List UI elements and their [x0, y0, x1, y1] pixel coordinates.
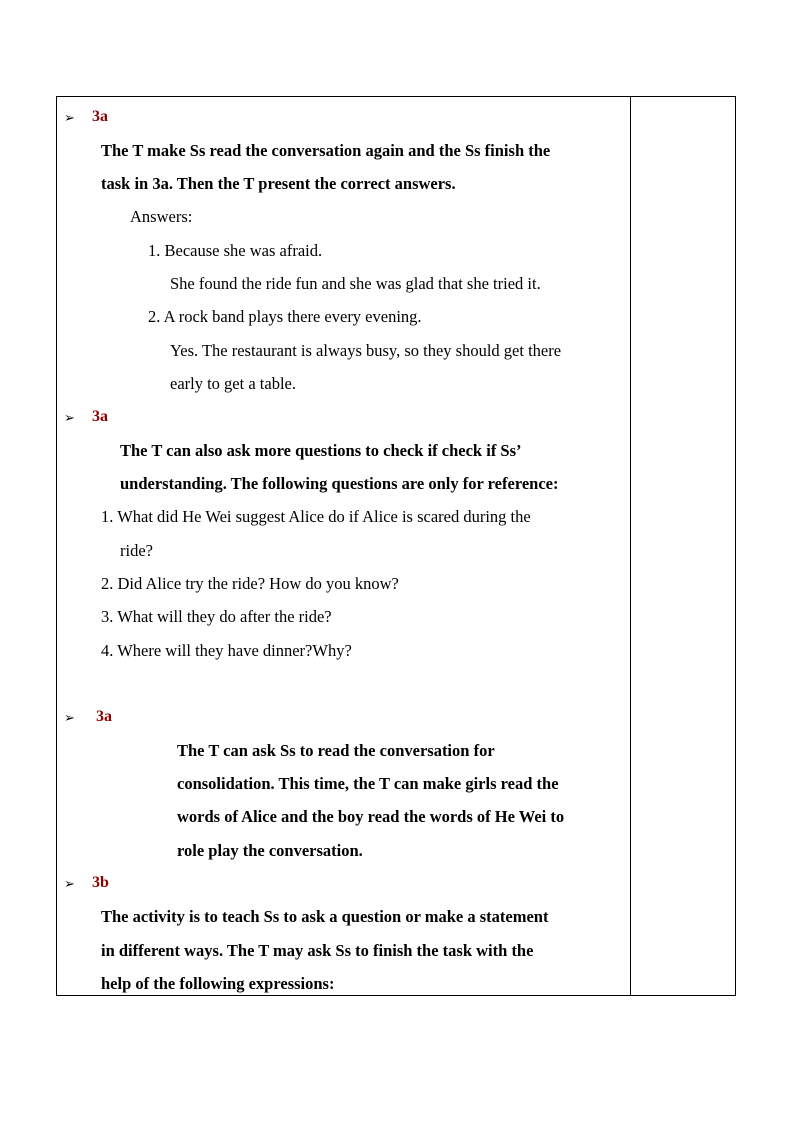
body-line: in different ways. The T may ask Ss to finish the task with the [101, 941, 534, 960]
body-line: task in 3a. Then the T present the correct answers. [101, 174, 456, 193]
body-line: understanding. The following questions are only for reference: [120, 474, 559, 493]
bullet-arrow-icon: ➢ [64, 876, 75, 891]
body-line: The T can ask Ss to read the conversation for [177, 741, 495, 760]
bullet-arrow-icon: ➢ [64, 110, 75, 125]
body-line: The T can also ask more questions to check if check if Ss’ [120, 441, 522, 460]
question-line: 4. Where will they have dinner?Why? [101, 641, 352, 660]
answer-question: 2. A rock band plays there every evening. [148, 307, 422, 326]
answers-label: Answers: [130, 207, 193, 226]
section-heading: 3a [96, 708, 112, 725]
question-line: ride? [120, 541, 153, 560]
body-line: help of the following expressions: [101, 974, 335, 993]
bullet-arrow-icon: ➢ [64, 410, 75, 425]
body-line: The T make Ss read the conversation again and the Ss finish the [101, 141, 551, 160]
answer-text: early to get a table. [170, 374, 296, 393]
body-line: words of Alice and the boy read the words of He Wei to [177, 807, 565, 826]
column-divider [630, 97, 631, 995]
answer-text: She found the ride fun and she was glad that she tried it. [170, 274, 541, 293]
answer-text: Yes. The restaurant is always busy, so they should get there [170, 341, 562, 360]
body-line: consolidation. This time, the T can make girls read the [177, 774, 559, 793]
section-heading: 3b [92, 874, 109, 891]
question-line: 3. What will they do after the ride? [101, 607, 332, 626]
body-line: The activity is to teach Ss to ask a question or make a statement [101, 907, 549, 926]
question-line: 1. What did He Wei suggest Alice do if Alice is scared during the [101, 507, 531, 526]
body-line: role play the conversation. [177, 841, 363, 860]
question-line: 2. Did Alice try the ride? How do you know? [101, 574, 399, 593]
section-heading: 3a [92, 108, 108, 125]
lesson-table [56, 96, 736, 996]
answer-question: 1. Because she was afraid. [148, 241, 323, 260]
section-heading: 3a [92, 408, 108, 425]
bullet-arrow-icon: ➢ [64, 710, 75, 725]
